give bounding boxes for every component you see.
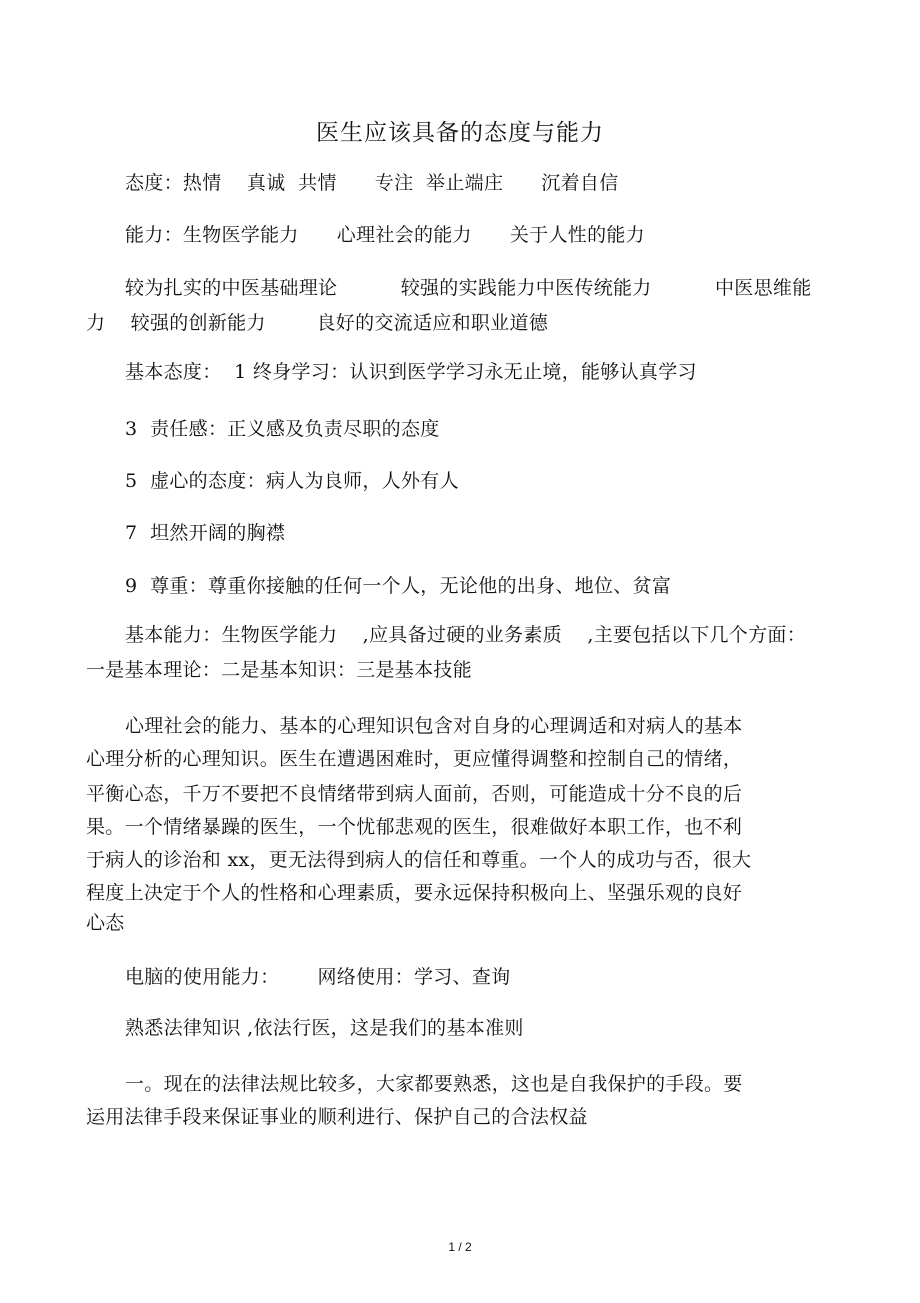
psych-paragraph-line-1: 心理社会的能力、基本的心理知识包含对自身的心理调适和对病人的基本 <box>125 715 743 737</box>
basic-ability-line-1: 基本能力：生物医学能力 ,应具备过硬的业务素质 ,主要包括以下几个方面： <box>125 624 806 646</box>
basic-attitude-1: 基本态度： 1 终身学习：认识到医学学习永无止境，能够认真学习 <box>125 361 697 383</box>
tcm-line-1: 较为扎实的中医基础理论 较强的实践能力中医传统能力 中医思维能 <box>125 277 812 299</box>
law-knowledge-line: 熟悉法律知识 ,依法行医，这是我们的基本准则 <box>125 1017 524 1039</box>
law-paragraph-line-1: 一。现在的法律法规比较多，大家都要熟悉，这也是自我保护的手段。要 <box>125 1073 743 1095</box>
law-paragraph-line-2: 运用法律手段来保证事业的顺利进行、保护自己的合法权益 <box>86 1106 588 1128</box>
psych-paragraph-line-2: 心理分析的心理知识。医生在遭遇困难时，更应懂得调整和控制自己的情绪， <box>86 748 743 770</box>
tcm-line-2: 力 较强的创新能力 良好的交流适应和职业道德 <box>86 312 549 334</box>
computer-ability-line: 电脑的使用能力： 网络使用：学习、查询 <box>125 966 511 988</box>
basic-ability-line-2: 一是基本理论：二是基本知识：三是基本技能 <box>86 659 473 681</box>
basic-attitude-7: 7 坦然开阔的胸襟 <box>125 522 286 544</box>
basic-attitude-5: 5 虚心的态度：病人为良师，人外有人 <box>125 470 459 492</box>
page-number: 1 / 2 <box>448 1240 472 1254</box>
ability-line: 能力：生物医学能力 心理社会的能力 关于人性的能力 <box>125 224 645 246</box>
page-title: 医生应该具备的态度与能力 <box>316 120 604 146</box>
attitude-line: 态度：热情 真诚 共情 专注 举止端庄 沉着自信 <box>125 172 619 194</box>
psych-paragraph-line-7: 心态 <box>86 912 125 934</box>
basic-attitude-9: 9 尊重：尊重你接触的任何一个人，无论他的出身、地位、贫富 <box>125 575 672 597</box>
basic-attitude-3: 3 责任感：正义感及负责尽职的态度 <box>125 418 440 440</box>
psych-paragraph-line-5: 于病人的诊治和 xx，更无法得到病人的信任和尊重。一个人的成功与否，很大 <box>86 849 752 871</box>
psych-paragraph-line-4: 果。一个情绪暴躁的医生，一个忧郁悲观的医生，很难做好本职工作，也不利 <box>86 816 743 838</box>
psych-paragraph-line-3: 平衡心态，千万不要把不良情绪带到病人面前，否则，可能造成十分不良的后 <box>86 783 743 805</box>
psych-paragraph-line-6: 程度上决定于个人的性格和心理素质，要永远保持积极向上、坚强乐观的良好 <box>86 882 743 904</box>
